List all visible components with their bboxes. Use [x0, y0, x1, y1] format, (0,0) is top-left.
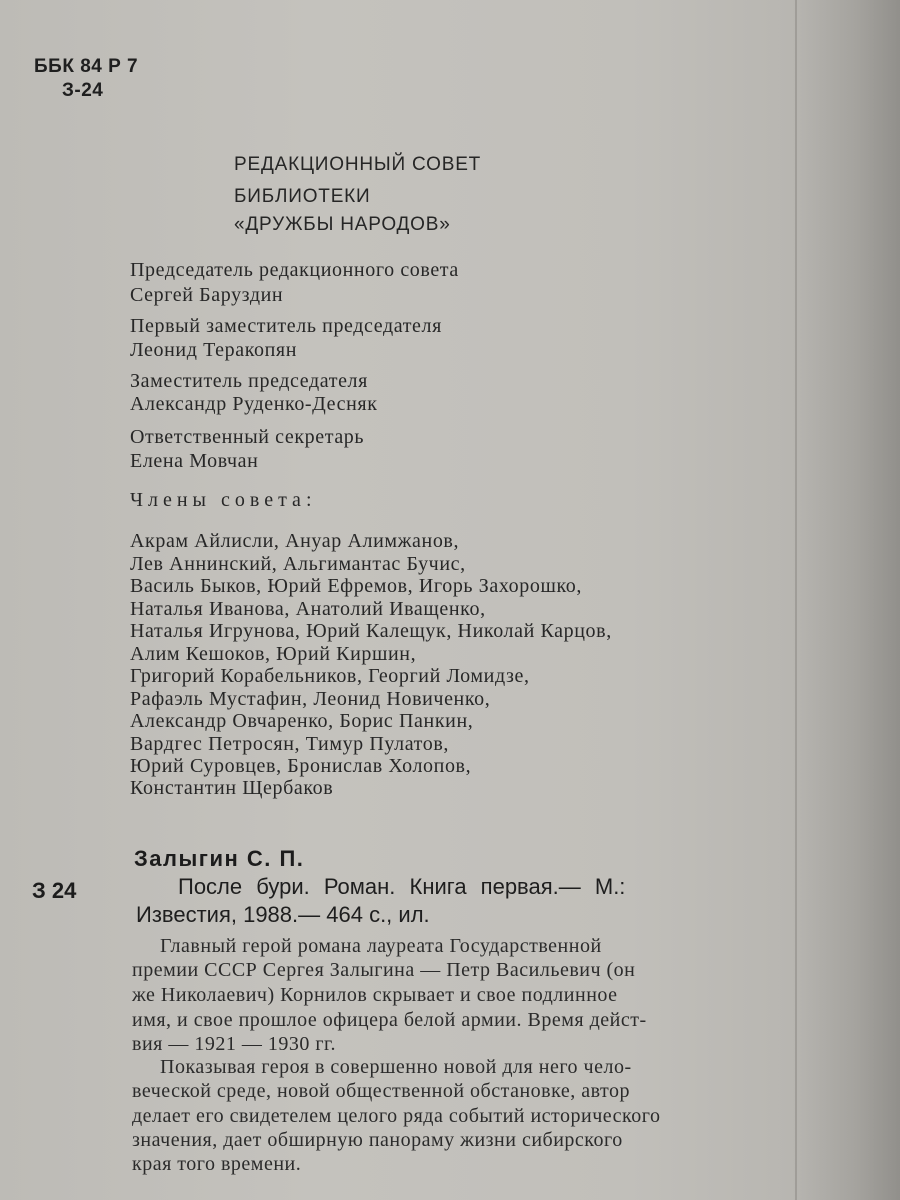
- abstract-line: же Николаевич) Корнилов скрывает и свое подлинное: [132, 984, 618, 1006]
- council-heading-line: «ДРУЖБЫ НАРОДОВ»: [234, 214, 451, 235]
- abstract-line: Главный герой романа лауреата Государственной: [160, 935, 602, 957]
- council-heading-line: БИБЛИОТЕКИ: [234, 186, 371, 207]
- council-heading-line: РЕДАКЦИОННЫЙ СОВЕТ: [234, 154, 482, 175]
- bbk-code: ББК 84 Р 7: [34, 56, 139, 77]
- abstract-line: вия — 1921 — 1930 гг.: [132, 1033, 336, 1055]
- members-line: Константин Щербаков: [130, 777, 334, 799]
- first-deputy-role: Первый заместитель председателя: [130, 315, 442, 337]
- chairman-role: Председатель редакционного совета: [130, 259, 459, 281]
- members-line: Алим Кешоков, Юрий Киршин,: [130, 643, 417, 665]
- members-line: Наталья Иванова, Анатолий Иващенко,: [130, 598, 486, 620]
- abstract-line: Показывая героя в совершенно новой для него чело-: [160, 1056, 632, 1078]
- secretary-role: Ответственный секретарь: [130, 426, 365, 448]
- members-line: Наталья Игрунова, Юрий Калещук, Николай Карцов,: [130, 620, 612, 642]
- abstract-line: делает его свидетелем целого ряда событий исторического: [132, 1105, 661, 1127]
- bibliographic-line: После бури. Роман. Книга первая.— М.:: [178, 874, 626, 899]
- deputy-name: Александр Руденко-Десняк: [130, 393, 378, 415]
- author-name: Залыгин С. П.: [134, 846, 305, 871]
- page-edge-shadow: [790, 0, 900, 1200]
- abstract-line: значения, дает обширную панораму жизни сибирского: [132, 1129, 623, 1151]
- chairman-name: Сергей Баруздин: [130, 284, 284, 306]
- members-line: Василь Быков, Юрий Ефремов, Игорь Захорошко,: [130, 575, 582, 597]
- page-fold-line: [795, 0, 797, 1200]
- catalog-code: З 24: [32, 878, 77, 903]
- abstract-line: имя, и свое прошлое офицера белой армии. Время дейст-: [132, 1009, 647, 1031]
- deputy-role: Заместитель председателя: [130, 370, 368, 392]
- members-line: Григорий Корабельников, Георгий Ломидзе,: [130, 665, 530, 687]
- bbk-index: З-24: [62, 80, 104, 101]
- members-line: Александр Овчаренко, Борис Панкин,: [130, 710, 474, 732]
- members-line: Акрам Айлисли, Ануар Алимжанов,: [130, 530, 460, 552]
- bibliographic-line: Известия, 1988.— 464 с., ил.: [136, 902, 430, 927]
- abstract-line: веческой среде, новой общественной обстановке, автор: [132, 1080, 631, 1102]
- secretary-name: Елена Мовчан: [130, 450, 259, 472]
- members-line: Юрий Суровцев, Бронислав Холопов,: [130, 755, 472, 777]
- abstract-line: премии СССР Сергея Залыгина — Петр Васильевич (он: [132, 959, 636, 981]
- abstract-line: края того времени.: [132, 1153, 302, 1175]
- members-label: Члены совета:: [130, 489, 317, 511]
- members-line: Рафаэль Мустафин, Леонид Новиченко,: [130, 688, 491, 710]
- first-deputy-name: Леонид Теракопян: [130, 339, 298, 361]
- members-line: Лев Аннинский, Альгимантас Бучис,: [130, 553, 466, 575]
- members-line: Вардгес Петросян, Тимур Пулатов,: [130, 733, 450, 755]
